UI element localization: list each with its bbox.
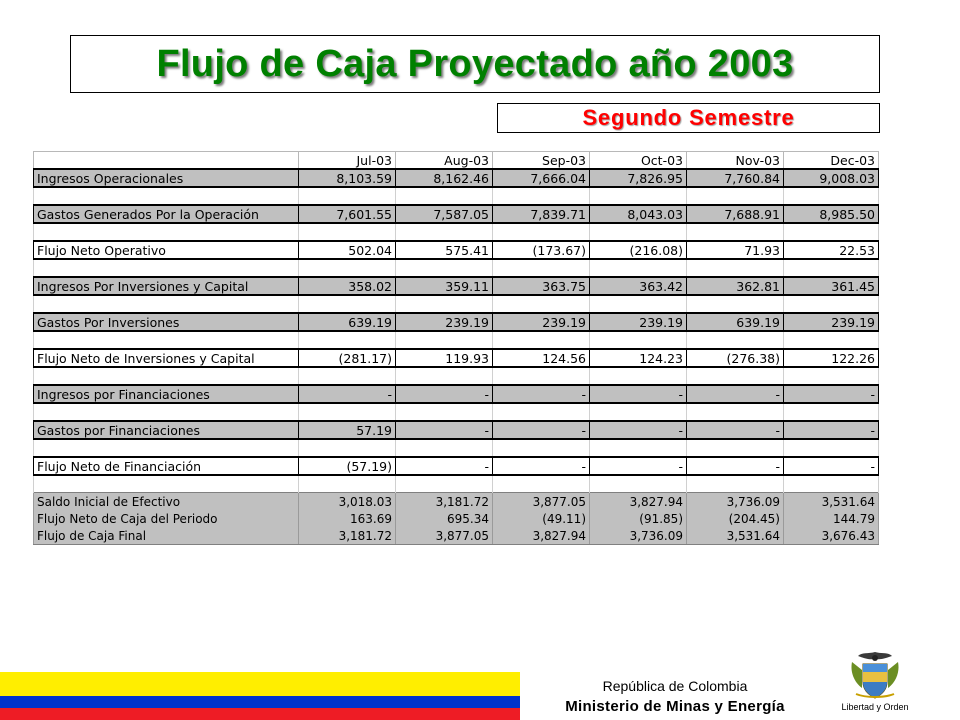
page-title: Flujo de Caja Proyectado año 2003 bbox=[156, 42, 794, 85]
value-cell: 163.69 bbox=[299, 510, 396, 527]
empty-cell bbox=[396, 331, 493, 349]
empty-cell bbox=[784, 259, 879, 277]
footer-country: República de Colombia bbox=[602, 678, 748, 694]
table-row bbox=[34, 349, 879, 367]
value-cell: 3,531.64 bbox=[687, 527, 784, 545]
empty-cell bbox=[590, 259, 687, 277]
table-row bbox=[34, 205, 879, 223]
row-label: Saldo Inicial de Efectivo bbox=[34, 493, 299, 511]
value-cell: - bbox=[784, 385, 879, 403]
value-cell: 239.19 bbox=[784, 313, 879, 331]
value-cell: 362.81 bbox=[687, 277, 784, 295]
value-cell: 7,688.91 bbox=[687, 205, 784, 223]
empty-cell bbox=[299, 439, 396, 457]
table-row bbox=[34, 241, 879, 259]
empty-cell bbox=[396, 223, 493, 241]
empty-cell bbox=[784, 331, 879, 349]
empty-cell bbox=[784, 367, 879, 385]
empty-cell bbox=[493, 403, 590, 421]
empty-cell bbox=[687, 475, 784, 493]
value-cell: - bbox=[784, 457, 879, 475]
header-blank-cell bbox=[34, 152, 299, 170]
value-cell: 639.19 bbox=[687, 313, 784, 331]
value-cell: 122.26 bbox=[784, 349, 879, 367]
row-label: Gastos Por Inversiones bbox=[34, 313, 299, 331]
table-row bbox=[34, 421, 879, 439]
empty-cell bbox=[299, 475, 396, 493]
empty-cell bbox=[590, 403, 687, 421]
row-label: Ingresos Por Inversiones y Capital bbox=[34, 277, 299, 295]
value-cell: 363.42 bbox=[590, 277, 687, 295]
month-header: Oct-03 bbox=[590, 152, 687, 170]
colombia-flag-stripes bbox=[0, 672, 520, 720]
table-row bbox=[34, 313, 879, 331]
empty-cell bbox=[687, 223, 784, 241]
empty-cell bbox=[34, 331, 299, 349]
value-cell: 575.41 bbox=[396, 241, 493, 259]
value-cell: - bbox=[493, 457, 590, 475]
empty-cell bbox=[784, 439, 879, 457]
page-subtitle: Segundo Semestre bbox=[582, 105, 795, 130]
value-cell: 3,736.09 bbox=[590, 527, 687, 545]
table-row bbox=[34, 169, 879, 187]
value-cell: - bbox=[396, 421, 493, 439]
empty-cell bbox=[687, 439, 784, 457]
footer-motto: Libertad y Orden bbox=[841, 702, 909, 712]
empty-cell bbox=[34, 187, 299, 205]
value-cell: - bbox=[687, 421, 784, 439]
value-cell: - bbox=[590, 457, 687, 475]
empty-cell bbox=[34, 475, 299, 493]
table-row bbox=[34, 385, 879, 403]
empty-cell bbox=[687, 259, 784, 277]
row-label: Flujo de Caja Final bbox=[34, 527, 299, 545]
value-cell: 3,181.72 bbox=[396, 493, 493, 511]
footer-ministry: Ministerio de Minas y Energía bbox=[565, 698, 785, 715]
value-cell: 7,826.95 bbox=[590, 169, 687, 187]
table-row bbox=[34, 277, 879, 295]
spacer-row bbox=[34, 259, 879, 277]
value-cell: 359.11 bbox=[396, 277, 493, 295]
spacer-row bbox=[34, 475, 879, 493]
empty-cell bbox=[299, 295, 396, 313]
empty-cell bbox=[299, 403, 396, 421]
empty-cell bbox=[590, 295, 687, 313]
value-cell: 361.45 bbox=[784, 277, 879, 295]
value-cell: 7,666.04 bbox=[493, 169, 590, 187]
empty-cell bbox=[396, 403, 493, 421]
empty-cell bbox=[34, 439, 299, 457]
value-cell: 3,531.64 bbox=[784, 493, 879, 511]
value-cell: (281.17) bbox=[299, 349, 396, 367]
empty-cell bbox=[687, 403, 784, 421]
value-cell: 8,043.03 bbox=[590, 205, 687, 223]
header-row bbox=[34, 152, 879, 170]
value-cell: - bbox=[784, 421, 879, 439]
value-cell: 3,676.43 bbox=[784, 527, 879, 545]
value-cell: 71.93 bbox=[687, 241, 784, 259]
value-cell: 9,008.03 bbox=[784, 169, 879, 187]
month-header: Dec-03 bbox=[784, 152, 879, 170]
value-cell: 3,736.09 bbox=[687, 493, 784, 511]
summary-row bbox=[34, 493, 879, 511]
empty-cell bbox=[34, 403, 299, 421]
table-row bbox=[34, 457, 879, 475]
empty-cell bbox=[299, 223, 396, 241]
value-cell: - bbox=[396, 385, 493, 403]
value-cell: 3,877.05 bbox=[396, 527, 493, 545]
empty-cell bbox=[299, 187, 396, 205]
value-cell: 3,827.94 bbox=[493, 527, 590, 545]
row-label: Flujo Neto de Financiación bbox=[34, 457, 299, 475]
value-cell: - bbox=[687, 385, 784, 403]
empty-cell bbox=[493, 331, 590, 349]
spacer-row bbox=[34, 295, 879, 313]
subtitle-box bbox=[497, 103, 880, 133]
value-cell: 144.79 bbox=[784, 510, 879, 527]
cash-flow-table bbox=[33, 151, 879, 545]
spacer-row bbox=[34, 223, 879, 241]
empty-cell bbox=[396, 187, 493, 205]
empty-cell bbox=[590, 475, 687, 493]
flag-blue-stripe bbox=[0, 696, 520, 708]
value-cell: (204.45) bbox=[687, 510, 784, 527]
value-cell: 239.19 bbox=[590, 313, 687, 331]
spacer-row bbox=[34, 331, 879, 349]
value-cell: 239.19 bbox=[493, 313, 590, 331]
empty-cell bbox=[784, 295, 879, 313]
value-cell: 8,985.50 bbox=[784, 205, 879, 223]
empty-cell bbox=[34, 259, 299, 277]
spacer-row bbox=[34, 439, 879, 457]
value-cell: 239.19 bbox=[396, 313, 493, 331]
flag-yellow-stripe bbox=[0, 672, 520, 696]
value-cell: 124.56 bbox=[493, 349, 590, 367]
value-cell: (49.11) bbox=[493, 510, 590, 527]
month-header: Aug-03 bbox=[396, 152, 493, 170]
empty-cell bbox=[590, 187, 687, 205]
row-label: Flujo Neto de Inversiones y Capital bbox=[34, 349, 299, 367]
value-cell: (216.08) bbox=[590, 241, 687, 259]
spacer-row bbox=[34, 403, 879, 421]
empty-cell bbox=[687, 295, 784, 313]
empty-cell bbox=[493, 295, 590, 313]
value-cell: (91.85) bbox=[590, 510, 687, 527]
value-cell: 695.34 bbox=[396, 510, 493, 527]
empty-cell bbox=[784, 187, 879, 205]
value-cell: 124.23 bbox=[590, 349, 687, 367]
empty-cell bbox=[590, 223, 687, 241]
empty-cell bbox=[299, 331, 396, 349]
empty-cell bbox=[396, 259, 493, 277]
value-cell: 3,181.72 bbox=[299, 527, 396, 545]
title-box bbox=[70, 35, 880, 93]
summary-row bbox=[34, 527, 879, 545]
flag-red-stripe bbox=[0, 708, 520, 720]
empty-cell bbox=[493, 367, 590, 385]
empty-cell bbox=[299, 367, 396, 385]
value-cell: 22.53 bbox=[784, 241, 879, 259]
value-cell: 57.19 bbox=[299, 421, 396, 439]
empty-cell bbox=[493, 439, 590, 457]
value-cell: 358.02 bbox=[299, 277, 396, 295]
month-header: Nov-03 bbox=[687, 152, 784, 170]
spacer-row bbox=[34, 367, 879, 385]
value-cell: 8,103.59 bbox=[299, 169, 396, 187]
empty-cell bbox=[590, 331, 687, 349]
colombia-coat-of-arms-icon bbox=[848, 650, 902, 702]
empty-cell bbox=[299, 259, 396, 277]
value-cell: 639.19 bbox=[299, 313, 396, 331]
value-cell: - bbox=[493, 421, 590, 439]
value-cell: 3,018.03 bbox=[299, 493, 396, 511]
value-cell: - bbox=[590, 385, 687, 403]
value-cell: 502.04 bbox=[299, 241, 396, 259]
value-cell: 3,877.05 bbox=[493, 493, 590, 511]
value-cell: - bbox=[687, 457, 784, 475]
empty-cell bbox=[396, 295, 493, 313]
value-cell: - bbox=[299, 385, 396, 403]
empty-cell bbox=[493, 187, 590, 205]
row-label: Ingresos Operacionales bbox=[34, 169, 299, 187]
empty-cell bbox=[34, 223, 299, 241]
row-label: Flujo Neto de Caja del Periodo bbox=[34, 510, 299, 527]
empty-cell bbox=[34, 367, 299, 385]
month-header: Jul-03 bbox=[299, 152, 396, 170]
value-cell: - bbox=[396, 457, 493, 475]
empty-cell bbox=[687, 367, 784, 385]
value-cell: 119.93 bbox=[396, 349, 493, 367]
empty-cell bbox=[784, 403, 879, 421]
empty-cell bbox=[396, 439, 493, 457]
row-label: Gastos por Financiaciones bbox=[34, 421, 299, 439]
empty-cell bbox=[590, 439, 687, 457]
value-cell: 3,827.94 bbox=[590, 493, 687, 511]
value-cell: - bbox=[493, 385, 590, 403]
value-cell: - bbox=[590, 421, 687, 439]
empty-cell bbox=[493, 223, 590, 241]
empty-cell bbox=[687, 187, 784, 205]
value-cell: 7,587.05 bbox=[396, 205, 493, 223]
empty-cell bbox=[396, 475, 493, 493]
empty-cell bbox=[493, 259, 590, 277]
value-cell: 7,760.84 bbox=[687, 169, 784, 187]
row-label: Ingresos por Financiaciones bbox=[34, 385, 299, 403]
value-cell: 8,162.46 bbox=[396, 169, 493, 187]
empty-cell bbox=[493, 475, 590, 493]
spacer-row bbox=[34, 187, 879, 205]
month-header: Sep-03 bbox=[493, 152, 590, 170]
empty-cell bbox=[396, 367, 493, 385]
empty-cell bbox=[784, 475, 879, 493]
value-cell: (276.38) bbox=[687, 349, 784, 367]
value-cell: (173.67) bbox=[493, 241, 590, 259]
empty-cell bbox=[784, 223, 879, 241]
summary-row bbox=[34, 510, 879, 527]
row-label: Gastos Generados Por la Operación bbox=[34, 205, 299, 223]
value-cell: 363.75 bbox=[493, 277, 590, 295]
value-cell: (57.19) bbox=[299, 457, 396, 475]
empty-cell bbox=[34, 295, 299, 313]
empty-cell bbox=[687, 331, 784, 349]
empty-cell bbox=[590, 367, 687, 385]
value-cell: 7,601.55 bbox=[299, 205, 396, 223]
row-label: Flujo Neto Operativo bbox=[34, 241, 299, 259]
value-cell: 7,839.71 bbox=[493, 205, 590, 223]
